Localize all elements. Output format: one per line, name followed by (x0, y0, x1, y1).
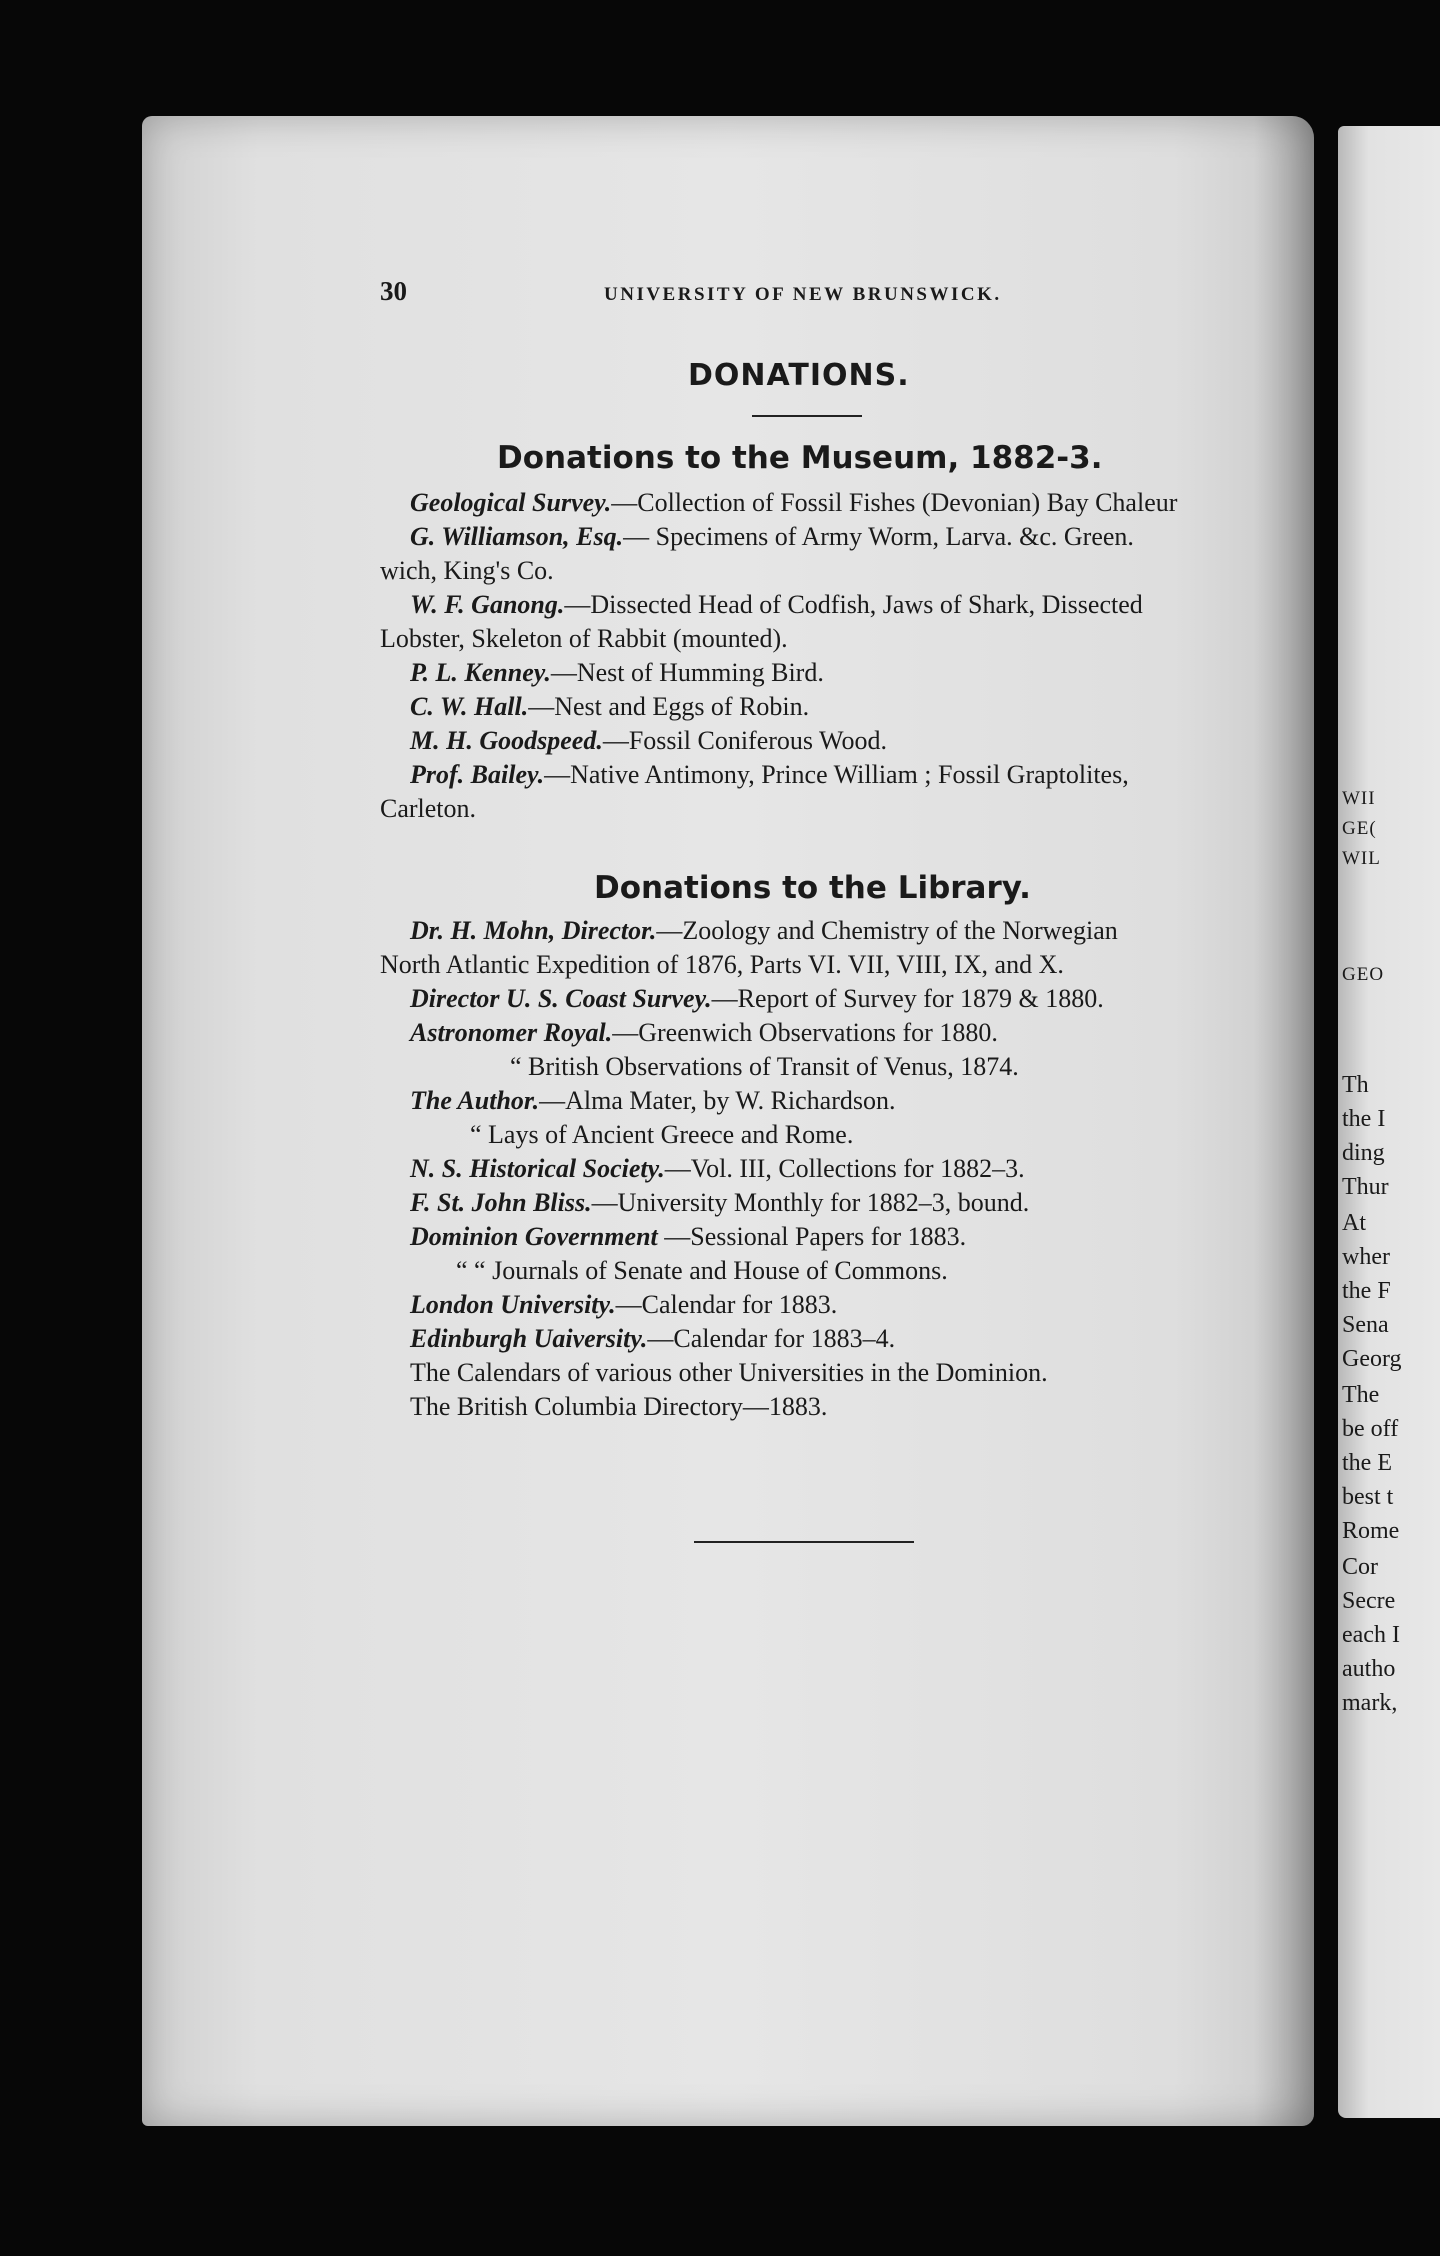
fragment-text: WII (1342, 788, 1376, 809)
page-number: 30 (380, 276, 407, 306)
donation-text: —Calendar for 1883. (615, 1290, 838, 1319)
donor-name: Director U. S. Coast Survey. (410, 984, 712, 1013)
library-heading: Donations to the Library. (594, 870, 1031, 906)
donation-text: —Calendar for 1883–4. (647, 1324, 896, 1353)
donation-text: —Vol. III, Collections for 1882–3. (664, 1154, 1025, 1183)
donor-name: Edinburgh Uaiversity. (410, 1324, 648, 1353)
fragment-text: best t (1342, 1484, 1394, 1510)
list-item (410, 1292, 837, 1318)
fragment-text: At (1342, 1210, 1366, 1236)
donor-name: G. Williamson, Esq. (410, 522, 624, 551)
fragment-text: The (1342, 1382, 1380, 1408)
list-item (410, 1088, 896, 1114)
list-item (510, 1054, 1019, 1080)
donation-text: —Sessional Papers for 1883. (657, 1222, 967, 1251)
fragment-text: the I (1342, 1106, 1386, 1132)
fragment-text: Sena (1342, 1312, 1389, 1338)
donation-text: —University Monthly for 1882–3, bound. (591, 1188, 1030, 1217)
museum-heading: Donations to the Museum, 1882-3. (497, 440, 1103, 476)
list-item (410, 762, 1129, 788)
list-item (410, 728, 887, 754)
donation-text: The British Columbia Directory—1883. (410, 1392, 828, 1421)
donation-text: wich, King's Co. (380, 556, 554, 585)
fragment-text: wher (1342, 1244, 1390, 1270)
running-head: UNIVERSITY OF NEW BRUNSWICK. (604, 284, 1002, 305)
donation-text: —Greenwich Observations for 1880. (612, 1018, 998, 1047)
fragment-text: WIL (1342, 848, 1381, 869)
donor-name: N. S. Historical Society. (410, 1154, 665, 1183)
donation-text: “ British Observations of Transit of Venus, 1874. (510, 1052, 1019, 1081)
fragment-text: the F (1342, 1278, 1391, 1304)
donation-text: —Nest of Humming Bird. (550, 658, 824, 687)
list-item (410, 694, 809, 720)
end-rule (694, 1541, 914, 1543)
fragment-text: Cor (1342, 1554, 1378, 1580)
fragment-text: GE( (1342, 818, 1377, 839)
donor-name: London University. (410, 1290, 616, 1319)
fragment-text: Thur (1342, 1174, 1389, 1200)
list-item (410, 1360, 1048, 1386)
list-item (380, 626, 788, 652)
list-item (410, 592, 1143, 618)
fragment-text: mark, (1342, 1690, 1398, 1716)
fragment-text: Rome (1342, 1518, 1400, 1544)
donor-name: M. H. Goodspeed. (410, 726, 603, 755)
list-item (410, 1224, 966, 1250)
donation-text: —Nest and Eggs of Robin. (528, 692, 810, 721)
list-item (380, 558, 554, 584)
fragment-text: each I (1342, 1622, 1400, 1648)
list-item (470, 1122, 853, 1148)
donor-name: P. L. Kenney. (410, 658, 551, 687)
donation-text: — Specimens of Army Worm, Larva. &c. Green. (623, 522, 1134, 551)
list-item (410, 524, 1134, 550)
fragment-text: be off (1342, 1416, 1399, 1442)
donor-name: Prof. Bailey. (410, 760, 545, 789)
donor-name: Geological Survey. (410, 488, 612, 517)
donation-text: Lobster, Skeleton of Rabbit (mounted). (380, 624, 788, 653)
donation-text: —Dissected Head of Codfish, Jaws of Shark, Dissected (564, 590, 1143, 619)
donation-text: —Fossil Coniferous Wood. (602, 726, 887, 755)
donation-text: “ Lays of Ancient Greece and Rome. (470, 1120, 854, 1149)
list-item (410, 1326, 895, 1352)
donor-name: Astronomer Royal. (410, 1018, 613, 1047)
list-item (410, 1190, 1029, 1216)
donation-text: —Alma Mater, by W. Richardson. (539, 1086, 896, 1115)
donor-name: Dr. H. Mohn, Director. (410, 916, 657, 945)
list-item (410, 490, 1177, 516)
fragment-text: ding (1342, 1140, 1385, 1166)
donor-name: The Author. (410, 1086, 540, 1115)
fragment-text: the E (1342, 1450, 1392, 1476)
fragment-text: Secre (1342, 1588, 1396, 1614)
donor-name: Dominion Government (410, 1222, 658, 1251)
list-item (410, 1156, 1025, 1182)
donation-text: —Native Antimony, Prince William ; Fossil Graptolites, (544, 760, 1129, 789)
donation-text: The Calendars of various other Universities in the Dominion. (410, 1358, 1048, 1387)
donor-name: F. St. John Bliss. (410, 1188, 592, 1217)
list-item (380, 952, 1064, 978)
page-title: DONATIONS. (688, 358, 910, 393)
list-item (410, 918, 1118, 944)
donation-text: North Atlantic Expedition of 1876, Parts VI. VII, VIII, IX, and X. (380, 950, 1064, 979)
donation-text: “ “ Journals of Senate and House of Commons. (456, 1256, 948, 1285)
donation-text: —Zoology and Chemistry of the Norwegian (656, 916, 1118, 945)
list-item (380, 796, 476, 822)
fragment-text: Georg (1342, 1346, 1402, 1372)
list-item (410, 1394, 827, 1420)
title-rule (752, 415, 862, 417)
list-item (410, 986, 1104, 1012)
donation-text: —Collection of Fossil Fishes (Devonian) Bay Chaleur (611, 488, 1178, 517)
fragment-text: Th (1342, 1072, 1369, 1098)
fragment-text: autho (1342, 1656, 1396, 1682)
list-item (456, 1258, 948, 1284)
donation-text: —Report of Survey for 1879 & 1880. (711, 984, 1104, 1013)
donation-text: Carleton. (380, 794, 477, 823)
donor-name: W. F. Ganong. (410, 590, 565, 619)
fragment-text: GEO (1342, 964, 1385, 985)
list-item (410, 660, 824, 686)
donor-name: C. W. Hall. (410, 692, 529, 721)
list-item (410, 1020, 998, 1046)
